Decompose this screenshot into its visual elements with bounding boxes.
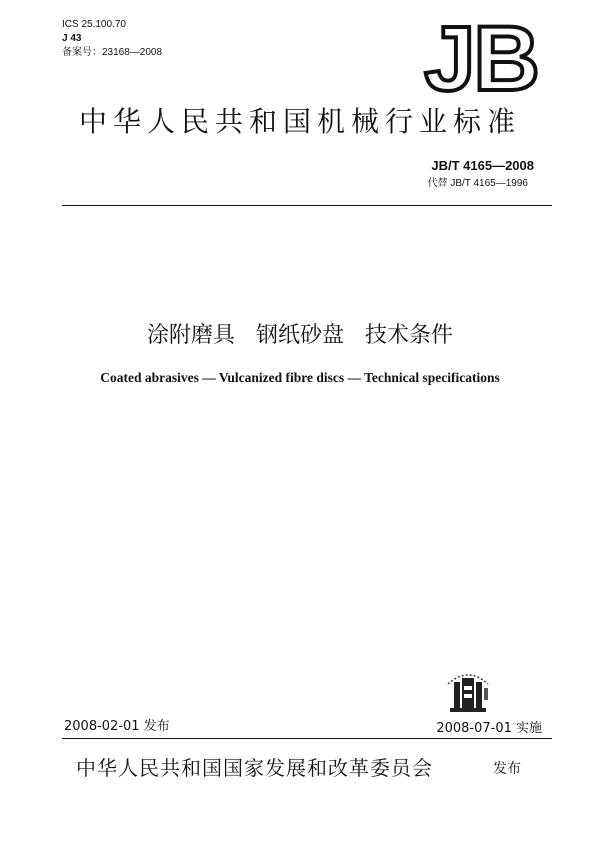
publish-label: 发布	[493, 761, 521, 777]
top-divider	[62, 205, 552, 206]
implementation-date: 2008-07-01 实施	[436, 721, 542, 736]
title-chinese: 涂附磨具 钢纸砂盘 技术条件	[147, 323, 453, 348]
issue-date: 2008-02-01 发布	[64, 719, 170, 734]
standard-number: JB/T 4165—2008	[431, 158, 534, 173]
publisher-emblem-icon	[440, 664, 496, 716]
title-english: Coated abrasives — Vulcanized fibre discs — Technical specifications	[100, 370, 500, 385]
jb-logo	[418, 20, 544, 98]
filing-number: 备案号：23168—2008	[62, 47, 163, 58]
issuing-body-title: 中华人民共和国机械行业标准	[78, 105, 521, 138]
ccs-code: J 43	[62, 33, 82, 44]
jb-logo-text: JB	[424, 20, 538, 98]
ics-code: ICS 25.100.70	[62, 19, 126, 30]
bottom-divider	[62, 738, 552, 739]
publisher-name: 中华人民共和国国家发展和改革委员会	[76, 756, 433, 780]
replaces-standard: 代替 JB/T 4165—1996	[427, 178, 528, 189]
